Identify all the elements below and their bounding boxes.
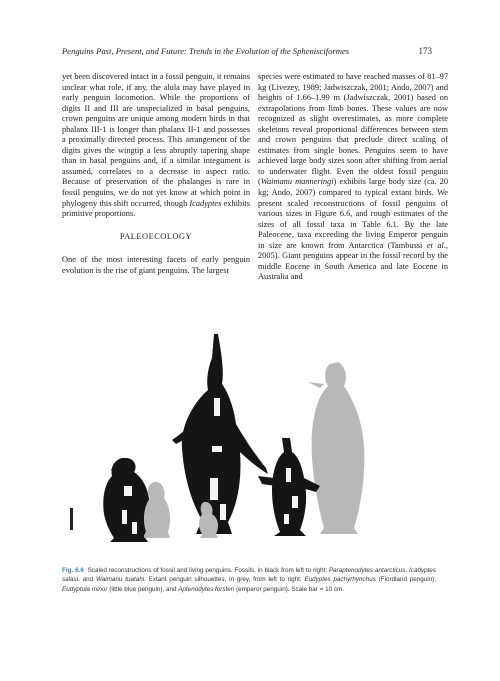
section-heading: PALEOECOLOGY <box>119 231 193 241</box>
body-paragraph: One of the most interesting facets of early penguin evolution is the rise of giant penguins. The largest <box>62 255 250 275</box>
paraptenodytes-antarcticus-reconstruction <box>103 458 150 542</box>
body-paragraph: species were estimated to have reached masses of 81–97 kg (Livezey, 1989; Jadwiszczak, 2001; Ando, 2007) and heights of 1.66–1.99 m (Jadwiszczak, 2001) based on extrapolations from limb bones. These values are now recognized as slight overestimates, as more complete skeletons reveal proportional differences between stem and crown penguins that preclude direct scaling of estimates from single bones. Penguins seem to have achieved large body sizes soon after shifting from aerial to underwater flight. Even the oldest fossil penguin (Waimanu manneringi) exhibits large body size (ca. 20 kg; Ando, 2007) compared to typical extant birds. We present scaled reconstructions of fossil penguins of various sizes in Figure 6.6, and rough estimates of the sizes of all fossil taxa in Table 6.1. By the late Paleocene, taxa exceeding the living Emperor penguin in size are known from Antarctica (Tambussi et al., 2005). Giant penguins appear in the fossil record by the middle Eocene in South America and late Eocene in Australia and <box>258 72 448 282</box>
running-title: Penguins Past, Present, and Future: Trends in the Evolution of the Sphenisciformes <box>62 46 350 56</box>
running-head <box>62 46 432 56</box>
emperor-penguin-silhouette <box>308 362 364 534</box>
scale-bar <box>70 508 73 530</box>
left-column <box>62 72 250 276</box>
page-number: 173 <box>418 46 432 56</box>
penguin-reconstruction-figure <box>62 328 438 556</box>
body-paragraph: yet been discovered intact in a fossil penguin, it remains unclear what role, if any, the alula may have played in early penguin locomotion. While the proportions of digits II and III are unspecialized in basal penguins, crown penguins are unique among modern birds in that phalanx III-1 is longer than phalanx II-1 and possesses a proximally directed process. This arrangement of the digits gives the wingtip a less abruptly tapering shape than in basal penguins and, if a similar integument is assumed, correlates to a decrease in aspect ratio. Because of preservation of the phalanges is rare in fossil penguins, we do not yet know at which point in phylogeny this shift occurred, though Icadyptes exhibits primitive proportions. <box>62 72 250 219</box>
fiordland-penguin-silhouette <box>144 482 170 538</box>
figure-caption: Fig. 6.6 Scaled reconstructions of fossil and living penguins. Fossils, in black from left to right: Paraptenodytes antarcticus, Icadyptes salasi, and Waimanu tuatahi. Extant penguin silhouettes, in grey, from left to right: Eudyptes pachyrhynchus (Fiordland penguin), Eudyptula minor (little blue penguin), and Aptenodytes forsteri (emperor penguin). Scale bar = 10 cm. <box>62 567 437 593</box>
right-column <box>258 72 448 283</box>
